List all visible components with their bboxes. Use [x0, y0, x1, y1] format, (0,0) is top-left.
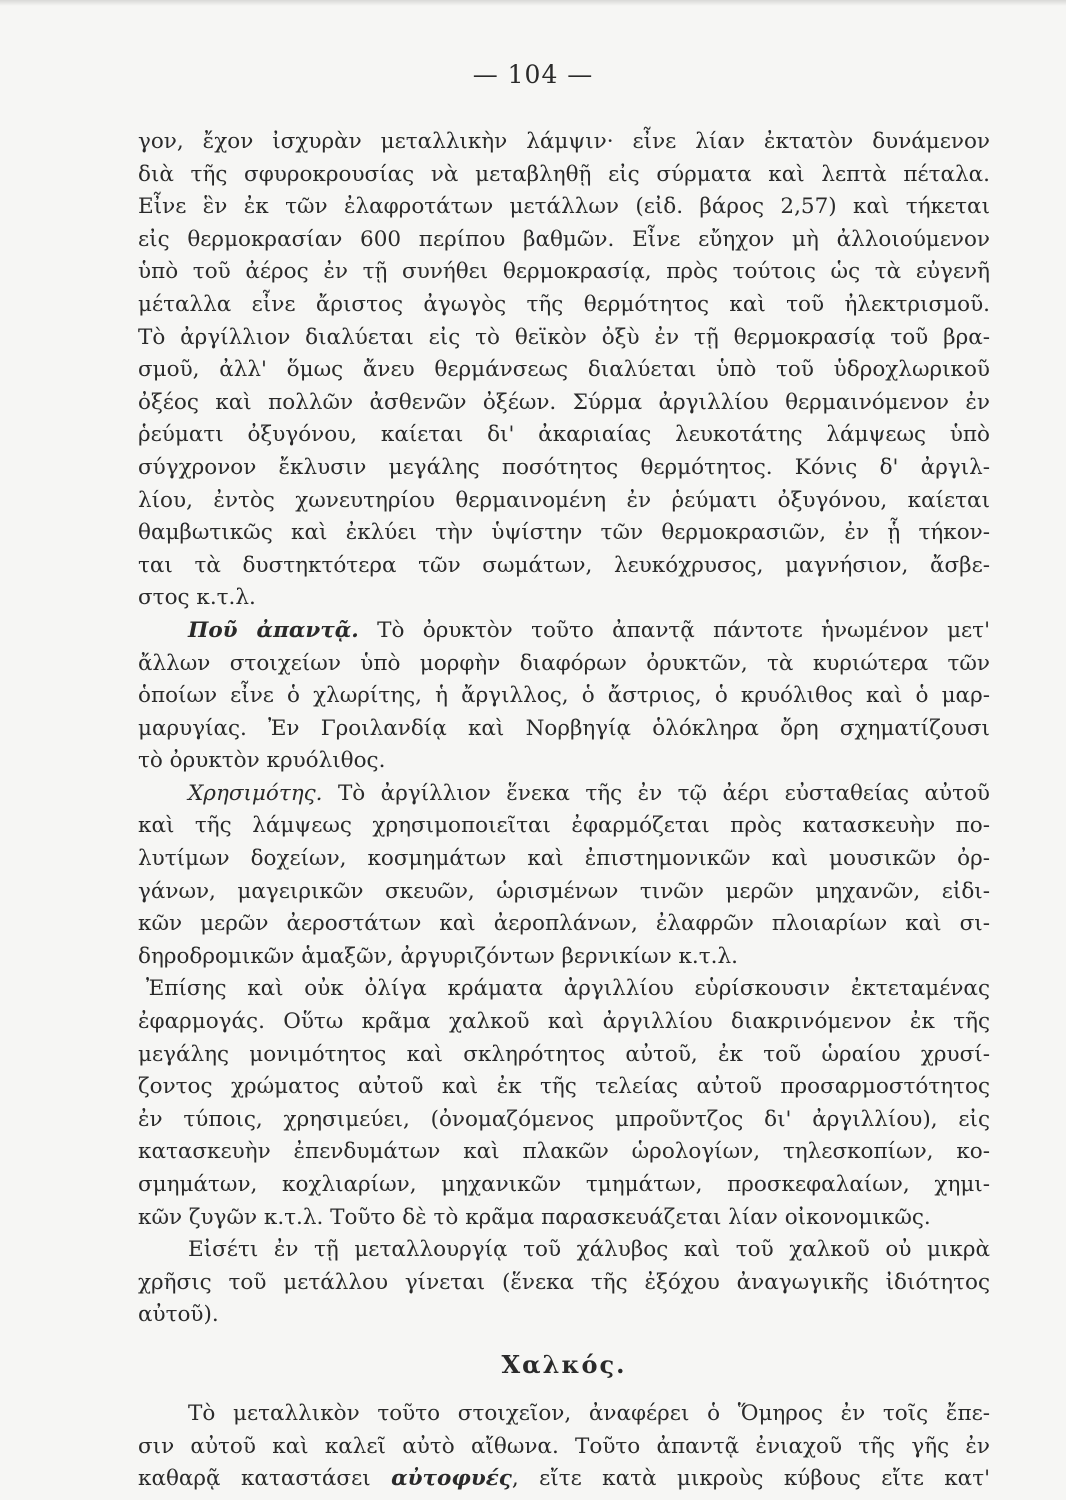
text-line: κῶν ζυγῶν κ.τ.λ. Τοῦτο δὲ τὸ κρᾶμα παρασκευάζεται λίαν οἰκονομικῶς. [138, 1204, 931, 1230]
text-line: ὀξέος καὶ πολλῶν ἀσθενῶν ὀξέων. Σύρμα ἀργιλλίου θερμαινόμενον ἐν [138, 389, 990, 415]
text-line: κῶν μερῶν ἀεροστάτων καὶ ἀεροπλάνων, ἐλαφρῶν πλοιαρίων καὶ σι- [138, 911, 990, 937]
emphasis-term: αὐτοφυές [391, 1466, 512, 1492]
text-line: Τὸ ἀργίλλιον διαλύεται εἰς τὸ θεϊκὸν ὀξὺ ἐν τῇ θερμοκρασίᾳ τοῦ βρα- [138, 324, 990, 350]
text-line [138, 778, 990, 811]
text-line: Εἶνε ἓν ἐκ τῶν ἐλαφροτάτων μετάλλων (εἰδ. βάρος 2,57) καὶ τήκεται [138, 194, 990, 220]
text-fragment: Τὸ ὀρυκτὸν τοῦτο ἀπαντᾷ πάντοτε ἡνωμένον μετ' [377, 617, 990, 643]
text-line: ὑπὸ τοῦ ἀέρος ἐν τῇ συνήθει θερμοκρασίᾳ, πρὸς τούτοις ὡς τὰ εὐγενῆ [138, 259, 990, 285]
text-line: σύγχρονον ἔκλυσιν μεγάλης ποσότητος θερμότητος. Κόνις δ' ἀργιλ- [138, 454, 990, 480]
text-line: γον, ἔχον ἰσχυρὰν μεταλλικὴν λάμψιν· εἶνε λίαν ἐκτατὸν δυνάμενον [138, 129, 990, 154]
text-fragment: , εἴτε κατὰ μικροὺς κύβους εἴτε κατ' [511, 1466, 990, 1492]
text-line: τὸ ὀρυκτὸν κρυόλιθος. [138, 748, 386, 774]
subheading-usefulness: Χρησιμότης. [188, 780, 323, 806]
text-line: λυτίμων δοχείων, κοσμημάτων καὶ ἐπιστημονικῶν καὶ μουσικῶν ὀρ- [138, 846, 990, 872]
text-line: ἐν τύποις, χρησιμεύει, (ὀνομαζόμενος μπροῦντζος δι' ἀργιλλίου), εἰς [138, 1106, 990, 1132]
body-text [138, 126, 990, 1496]
text-line: σμοῦ, ἀλλ' ὅμως ἄνευ θερμάνσεως διαλύεται ὑπὸ τοῦ ὑδροχλωρικοῦ [138, 357, 990, 383]
text-line: μαρυγίας. Ἐν Γροιλανδίᾳ καὶ Νορβηγίᾳ ὁλόκληρα ὄρη σχηματίζουσι [138, 715, 990, 741]
text-fragment: Τὸ ἀργίλλιον ἕνεκα τῆς ἐν τῷ ἀέρι εὐσταθείας αὐτοῦ [337, 780, 990, 806]
text-fragment: καθαρᾷ καταστάσει [138, 1466, 392, 1492]
text-line: μέταλλα εἶνε ἄριστος ἀγωγὸς τῆς θερμότητος καὶ τοῦ ἠλεκτρισμοῦ. [138, 291, 990, 317]
text-line: ὁποίων εἶνε ὁ χλωρίτης, ἡ ἄργιλλος, ὁ ἄστριος, ὁ κρυόλιθος καὶ ὁ μαρ- [138, 683, 990, 709]
text-line: καὶ τῆς λάμψεως χρησιμοποιεῖται ἐφαρμόζεται πρὸς κατασκευὴν πο- [138, 813, 990, 839]
text-line [138, 615, 990, 648]
page-number: — 104 — [472, 60, 594, 89]
text-line: διὰ τῆς σφυροκρουσίας νὰ μεταβληθῇ εἰς σύρματα καὶ λεπτὰ πέταλα. [138, 161, 990, 187]
text-line: στος κ.τ.λ. [138, 585, 256, 611]
text-line: ἄλλων στοιχείων ὑπὸ μορφὴν διαφόρων ὀρυκτῶν, τὰ κυριώτερα τῶν [138, 650, 990, 676]
text-line: αὐτοῦ). [138, 1302, 219, 1328]
text-line: εἰς θερμοκρασίαν 600 περίπου βαθμῶν. Εἶνε εὔηχον μὴ ἀλλοιούμενον [138, 226, 990, 252]
spacer [138, 1390, 990, 1398]
text-line: λίου, ἐντὸς χωνευτηρίου θερμαινομένη ἐν ῥεύματι ὀξυγόνου, καίεται [138, 487, 990, 513]
text-line: θαμβωτικῶς καὶ ἐκλύει τὴν ὑψίστην τῶν θερμοκρασιῶν, ἐν ᾗ τήκον- [138, 520, 990, 546]
text-line: γάνων, μαγειρικῶν σκευῶν, ὡρισμένων τινῶν μερῶν μηχανῶν, εἰδι- [138, 878, 990, 904]
text-line: κατασκευὴν ἐπενδυμάτων καὶ πλακῶν ὡρολογίων, τηλεσκοπίων, κο- [138, 1139, 990, 1165]
text-line: δηροδρομικῶν ἁμαξῶν, ἀργυριζόντων βερνικίων κ.τ.λ. [138, 943, 738, 969]
text-line: χρῆσις τοῦ μετάλλου γίνεται (ἕνεκα τῆς ἐξόχου ἀναγωγικῆς ἰδιότητος [138, 1269, 990, 1295]
text-line: ῥεύματι ὀξυγόνου, καίεται δι' ἀκαριαίας λευκοτάτης λάμψεως ὑπὸ [138, 422, 990, 448]
spacer [138, 1332, 990, 1340]
text-line: ἐφαρμογάς. Οὕτω κρᾶμα χαλκοῦ καὶ ἀργιλλίου διακρινόμενον ἐκ τῆς [138, 1009, 990, 1035]
text-line: Τὸ μεταλλικὸν τοῦτο στοιχεῖον, ἀναφέρει ὁ Ὅμηρος ἐν τοῖς ἔπε- [188, 1400, 990, 1426]
text-line: μεγάλης μονιμότητος καὶ σκληρότητος αὐτοῦ, ἐκ τοῦ ὡραίου χρυσί- [138, 1041, 990, 1067]
text-line: ζοντος χρώματος αὐτοῦ καὶ ἐκ τῆς τελείας αὐτοῦ προσαρμοστότητος [138, 1074, 990, 1100]
text-line: Εἰσέτι ἐν τῇ μεταλλουργίᾳ τοῦ χάλυβος καὶ τοῦ χαλκοῦ οὐ μικρὰ [188, 1237, 990, 1263]
text-line: ται τὰ δυστηκτότερα τῶν σωμάτων, λευκόχρυσος, μαγνήσιον, ἄσβε- [138, 552, 990, 578]
page-edge [0, 0, 1066, 6]
text-line: σιν αὐτοῦ καὶ καλεῖ αὐτὸ αἴθωνα. Τοῦτο ἀπαντᾷ ἐνιαχοῦ τῆς γῆς ἐν [138, 1433, 990, 1459]
subheading-where-found: Ποῦ ἀπαντᾷ. [188, 617, 359, 643]
section-title: Χαλκός. [501, 1349, 627, 1379]
text-line: σμημάτων, κοχλιαρίων, μηχανικῶν τμημάτων, προσκεφαλαίων, χημι- [138, 1172, 990, 1197]
text-line: Ἐπίσης καὶ οὐκ ὀλίγα κράματα ἀργιλλίου εὑρίσκουσιν ἐκτεταμένας [146, 976, 990, 1002]
text-line [138, 1463, 990, 1496]
